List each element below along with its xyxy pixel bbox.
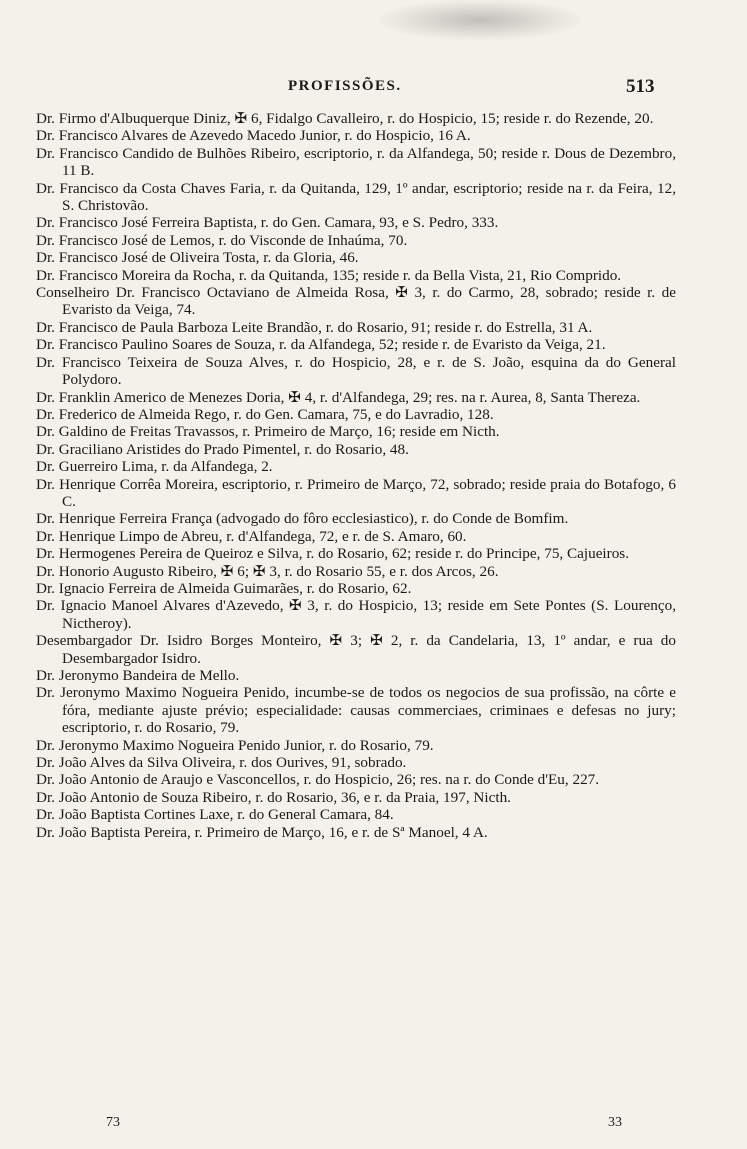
directory-entry: Dr. João Baptista Cortines Laxe, r. do General Camara, 84. [36, 806, 394, 824]
directory-entry: Dr. Francisco Paulino Soares de Souza, r. da Alfandega, 52; reside r. de Evaristo da Veiga, 21. [36, 336, 606, 354]
directory-entry: Dr. Ignacio Ferreira de Almeida Guimarães, r. do Rosario, 62. [36, 579, 412, 597]
directory-entry: Dr. Francisco da Costa Chaves Faria, r. da Quitanda, 129, 1º andar, escriptorio; reside na r. da Feira, 12, S. Christovão. [36, 179, 676, 215]
directory-entry: Dr. Francisco José de Lemos, r. do Visconde de Inhaúma, 70. [36, 231, 408, 249]
signature-mark-right: 33 [608, 1115, 622, 1130]
directory-entry: Dr. Hermogenes Pereira de Queiroz e Silva, r. do Rosario, 62; reside r. do Principe, 75, Cajueiros. [36, 545, 630, 563]
directory-entry: Dr. Jeronymo Bandeira de Mello. [36, 667, 240, 684]
directory-entry: Dr. João Antonio de Souza Ribeiro, r. do Rosario, 36, e r. da Praia, 197, Nicth. [36, 788, 511, 806]
directory-entry: Dr. Honorio Augusto Ribeiro, ✠ 6; ✠ 3, r. do Rosario 55, e r. dos Arcos, 26. [36, 562, 499, 580]
directory-entry: Conselheiro Dr. Francisco Octaviano de Almeida Rosa, ✠ 3, r. do Carmo, 28, sobrado; reside r. de Evaristo da Veiga, 74. [36, 284, 676, 319]
directory-entry: Dr. Franklin Americo de Menezes Doria, ✠ 4, r. d'Alfandega, 29; res. na r. Aurea, 8, Santa Thereza. [36, 388, 641, 406]
directory-entry: Dr. João Baptista Pereira, r. Primeiro de Março, 16, e r. de Sª Manoel, 4 A. [36, 823, 488, 841]
directory-entry: Dr. Henrique Ferreira França (advogado do fôro ecclesiastico), r. do Conde de Bomfim. [36, 510, 569, 528]
page-footer [0, 1115, 747, 1135]
directory-entry: Dr. Francisco Alvares de Azevedo Macedo Junior, r. do Hospicio, 16 A. [36, 127, 471, 145]
directory-entry: Dr. Firmo d'Albuquerque Diniz, ✠ 6, Fidalgo Cavalleiro, r. do Hospicio, 15; reside r. do Rezende, 20. [36, 110, 654, 127]
directory-entry: Dr. Jeronymo Maximo Nogueira Penido, incumbe-se de todos os negocios de sua profissão, na côrte e fóra, mediante ajuste prévio; especialidade: causas commerciaes, criminaes e defesas no jury; escriptorio, r. do Rosario, 79. [36, 684, 676, 737]
directory-entry: Dr. Francisco José Ferreira Baptista, r. do Gen. Camara, 93, e S. Pedro, 333. [36, 214, 499, 232]
directory-list [36, 110, 676, 841]
directory-entry: Dr. Francisco de Paula Barboza Leite Brandão, r. do Rosario, 91; reside r. do Estrella, 31 A. [36, 318, 593, 336]
page-header [0, 78, 747, 104]
ink-smudge [380, 0, 580, 40]
directory-entry: Dr. Francisco Teixeira de Souza Alves, r. do Hospicio, 28, e r. de S. João, esquina da do General Polydoro. [36, 353, 676, 389]
directory-entry: Dr. Francisco José de Oliveira Tosta, r. da Gloria, 46. [36, 249, 359, 267]
directory-entry: Dr. João Antonio de Araujo e Vasconcellos, r. do Hospicio, 26; res. na r. do Conde d'Eu, 227. [36, 771, 600, 789]
directory-entry: Dr. Francisco Candido de Bulhões Ribeiro, escriptorio, r. da Alfandega, 50; reside r. Dous de Dezembro, 11 B. [36, 144, 676, 180]
directory-entry: Dr. Graciliano Aristides do Prado Pimentel, r. do Rosario, 48. [36, 440, 409, 458]
directory-entry: Dr. Jeronymo Maximo Nogueira Penido Junior, r. do Rosario, 79. [36, 736, 434, 754]
directory-entry: Dr. Frederico de Almeida Rego, r. do Gen. Camara, 75, e do Lavradio, 128. [36, 405, 494, 423]
directory-entry: Dr. Ignacio Manoel Alvares d'Azevedo, ✠ 3, r. do Hospicio, 13; reside em Sete Pontes (S. Lourenço, Nictheroy). [36, 597, 676, 632]
directory-entry: Dr. João Alves da Silva Oliveira, r. dos Ourives, 91, sobrado. [36, 754, 407, 772]
section-title: PROFISSÕES. [288, 78, 402, 94]
signature-mark-left: 73 [106, 1115, 120, 1130]
page-number: 513 [626, 76, 655, 97]
directory-entry: Dr. Henrique Limpo de Abreu, r. d'Alfandega, 72, e r. de S. Amaro, 60. [36, 527, 467, 545]
directory-entry: Dr. Galdino de Freitas Travassos, r. Primeiro de Março, 16; reside em Nicth. [36, 423, 500, 441]
directory-entry: Dr. Guerreiro Lima, r. da Alfandega, 2. [36, 458, 273, 476]
directory-entry: Desembargador Dr. Isidro Borges Monteiro, ✠ 3; ✠ 2, r. da Candelaria, 13, 1º andar, e rua do Desembargador Isidro. [36, 632, 676, 667]
directory-entry: Dr. Francisco Moreira da Rocha, r. da Quitanda, 135; reside r. da Bella Vista, 21, Rio Comprido. [36, 266, 622, 284]
directory-entry: Dr. Henrique Corrêa Moreira, escriptorio, r. Primeiro de Março, 72, sobrado; reside praia do Botafogo, 6 C. [36, 475, 676, 510]
